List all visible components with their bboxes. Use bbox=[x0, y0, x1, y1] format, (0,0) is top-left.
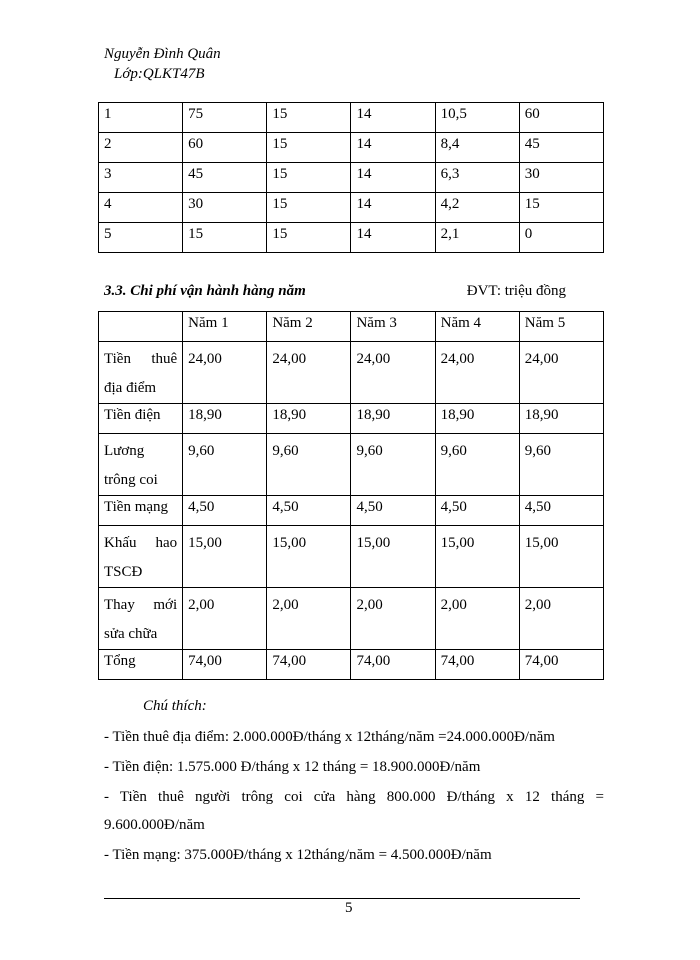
table-cell: 15 bbox=[267, 163, 351, 193]
table-cell: 15,00 bbox=[351, 526, 435, 588]
page-number: 5 bbox=[345, 900, 353, 916]
table-cell: 2 bbox=[99, 133, 183, 163]
column-header: Năm 3 bbox=[351, 312, 435, 342]
table-cell: 6,3 bbox=[435, 163, 519, 193]
row-label: Thay mới sửa chữa bbox=[99, 588, 183, 650]
table-cell: 74,00 bbox=[183, 650, 267, 680]
table-row bbox=[99, 103, 604, 133]
table-cell: 24,00 bbox=[519, 342, 603, 404]
table-cell: 24,00 bbox=[267, 342, 351, 404]
table-cell: 4 bbox=[99, 193, 183, 223]
column-header: Năm 2 bbox=[267, 312, 351, 342]
table-cell: 60 bbox=[183, 133, 267, 163]
note-line-caretaker-cont: 9.600.000Đ/năm bbox=[104, 817, 205, 833]
table-cell: 15 bbox=[267, 223, 351, 253]
table-cell: 24,00 bbox=[183, 342, 267, 404]
row-label: Tiền thuê địa điểm bbox=[99, 342, 183, 404]
table-cell: 3 bbox=[99, 163, 183, 193]
table-cell: 75 bbox=[183, 103, 267, 133]
table-row bbox=[99, 223, 604, 253]
column-header: Năm 4 bbox=[435, 312, 519, 342]
table-cell: 18,90 bbox=[183, 404, 267, 434]
section-heading bbox=[104, 283, 566, 300]
column-header: Năm 1 bbox=[183, 312, 267, 342]
table-row bbox=[99, 434, 604, 496]
table-cell: 74,00 bbox=[435, 650, 519, 680]
table-row bbox=[99, 163, 604, 193]
note-line-electricity: - Tiền điện: 1.575.000 Đ/tháng x 12 tháng = 18.900.000Đ/năm bbox=[104, 759, 481, 775]
row-label: Khấu hao TSCĐ bbox=[99, 526, 183, 588]
table-cell: 14 bbox=[351, 193, 435, 223]
table-cell: 18,90 bbox=[519, 404, 603, 434]
table-cell: 4,50 bbox=[351, 496, 435, 526]
table-cell: 9,60 bbox=[267, 434, 351, 496]
table-row bbox=[99, 588, 604, 650]
class-label: Lớp:QLKT47B bbox=[114, 66, 205, 82]
note-line-rent: - Tiền thuê địa điểm: 2.000.000Đ/tháng x 12tháng/năm =24.000.000Đ/năm bbox=[104, 729, 555, 745]
table-cell: 74,00 bbox=[351, 650, 435, 680]
table-cell: 15,00 bbox=[435, 526, 519, 588]
table-cell: 24,00 bbox=[351, 342, 435, 404]
table-cell: 2,00 bbox=[183, 588, 267, 650]
table-cell: 8,4 bbox=[435, 133, 519, 163]
table-cell: 1 bbox=[99, 103, 183, 133]
table-cell: 74,00 bbox=[519, 650, 603, 680]
row-label: Tổng bbox=[99, 650, 183, 680]
table-cell: 9,60 bbox=[183, 434, 267, 496]
table-cell: 18,90 bbox=[267, 404, 351, 434]
row-label: Tiền mạng bbox=[99, 496, 183, 526]
table-cell: 14 bbox=[351, 103, 435, 133]
table-cell: 0 bbox=[519, 223, 603, 253]
section-title: 3.3. Chi phí vận hành hàng năm bbox=[104, 283, 306, 299]
table-cell: 30 bbox=[183, 193, 267, 223]
notes-title: Chú thích: bbox=[143, 698, 207, 714]
page-header bbox=[104, 44, 221, 84]
table-cell: 2,00 bbox=[351, 588, 435, 650]
table-cell: 4,50 bbox=[183, 496, 267, 526]
table-cell: 30 bbox=[519, 163, 603, 193]
table-cell: 9,60 bbox=[435, 434, 519, 496]
unit-label: ĐVT: triệu đồng bbox=[466, 283, 566, 299]
row-label: Tiền điện bbox=[99, 404, 183, 434]
table-cell: 9,60 bbox=[351, 434, 435, 496]
table-row bbox=[99, 133, 604, 163]
table-cell: 45 bbox=[183, 163, 267, 193]
table-cell: 15 bbox=[267, 103, 351, 133]
table-row bbox=[99, 496, 604, 526]
table-cell: 14 bbox=[351, 223, 435, 253]
row-label: Lương trông coi bbox=[99, 434, 183, 496]
table-cell: 15,00 bbox=[183, 526, 267, 588]
table-row bbox=[99, 342, 604, 404]
operating-cost-table bbox=[98, 311, 604, 680]
table-cell: 4,50 bbox=[435, 496, 519, 526]
table-cell: 18,90 bbox=[351, 404, 435, 434]
table-cell: 14 bbox=[351, 133, 435, 163]
table-cell: 15 bbox=[183, 223, 267, 253]
depreciation-table bbox=[98, 102, 604, 253]
table-cell: 74,00 bbox=[267, 650, 351, 680]
table-cell: 15,00 bbox=[519, 526, 603, 588]
table-cell: 15 bbox=[267, 193, 351, 223]
table-cell: 2,00 bbox=[435, 588, 519, 650]
table-cell: 2,00 bbox=[519, 588, 603, 650]
table-cell: 4,50 bbox=[267, 496, 351, 526]
note-line-caretaker: - Tiền thuê người trông coi cửa hàng 800.000 Đ/tháng x 12 tháng = bbox=[104, 789, 604, 805]
table-row bbox=[99, 193, 604, 223]
table-cell: 14 bbox=[351, 163, 435, 193]
note-line-internet: - Tiền mạng: 375.000Đ/tháng x 12tháng/năm = 4.500.000Đ/năm bbox=[104, 847, 492, 863]
table-cell: 9,60 bbox=[519, 434, 603, 496]
table-cell: 10,5 bbox=[435, 103, 519, 133]
table-header-row bbox=[99, 312, 604, 342]
author-name: Nguyễn Đình Quân bbox=[104, 46, 221, 62]
table-cell: 4,2 bbox=[435, 193, 519, 223]
table-cell: 2,1 bbox=[435, 223, 519, 253]
table-cell: 45 bbox=[519, 133, 603, 163]
column-header: Năm 5 bbox=[519, 312, 603, 342]
column-header bbox=[99, 312, 183, 342]
table-cell: 15 bbox=[267, 133, 351, 163]
table-row bbox=[99, 526, 604, 588]
table-row bbox=[99, 404, 604, 434]
table-cell: 18,90 bbox=[435, 404, 519, 434]
table-cell: 2,00 bbox=[267, 588, 351, 650]
table-cell: 24,00 bbox=[435, 342, 519, 404]
table-cell: 60 bbox=[519, 103, 603, 133]
footer-divider bbox=[104, 898, 580, 899]
table-cell: 4,50 bbox=[519, 496, 603, 526]
table-cell: 5 bbox=[99, 223, 183, 253]
table-cell: 15 bbox=[519, 193, 603, 223]
table-cell: 15,00 bbox=[267, 526, 351, 588]
table-row bbox=[99, 650, 604, 680]
